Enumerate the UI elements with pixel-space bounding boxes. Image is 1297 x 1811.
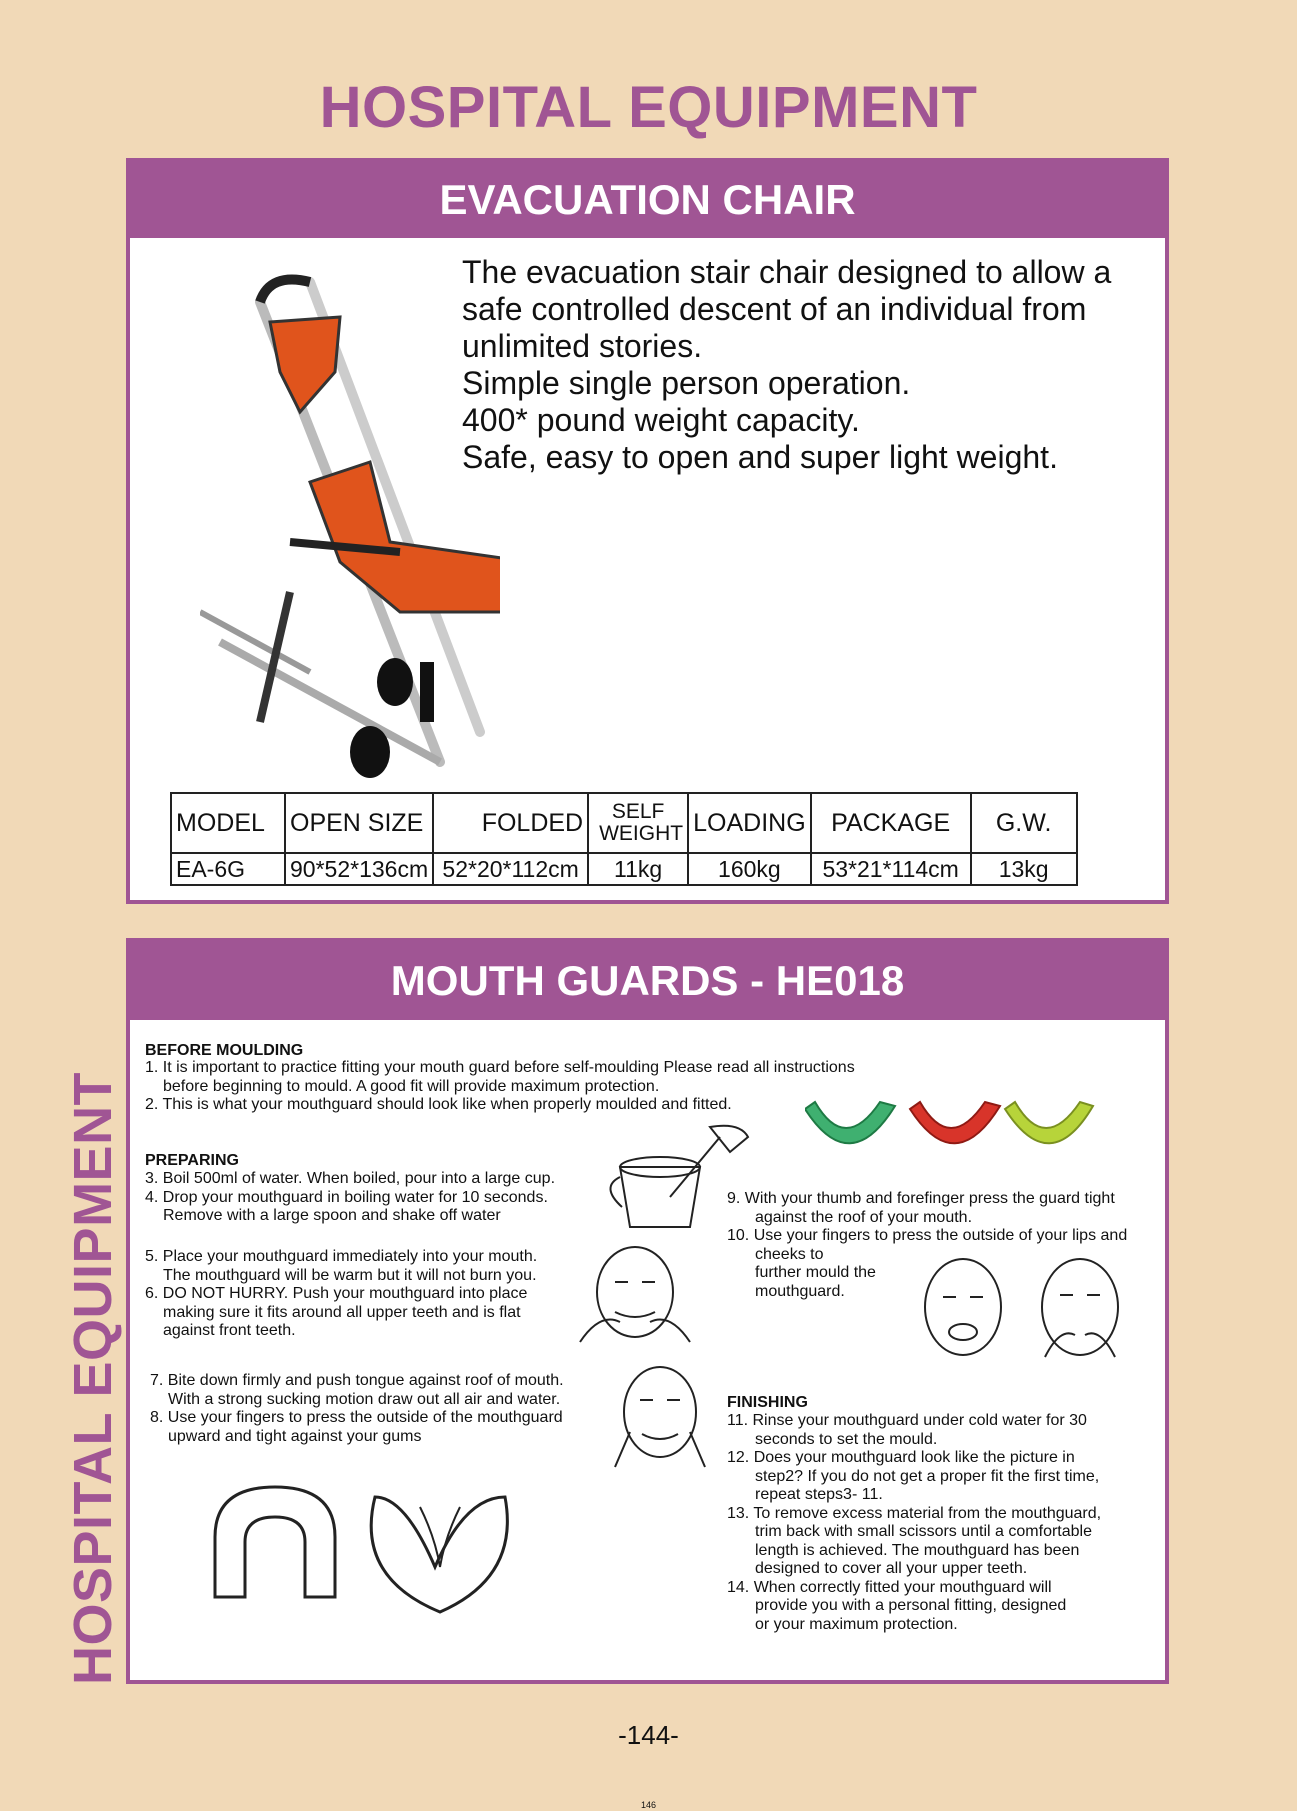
spec-header-loading: LOADING (688, 793, 811, 853)
page-title: HOSPITAL EQUIPMENT (319, 75, 978, 140)
spec-header-package: PACKAGE (811, 793, 971, 853)
spec-table-row (171, 853, 1077, 885)
page-number: -144- (618, 1720, 679, 1750)
spec-cell: EA-6G (171, 853, 285, 885)
text-line: or your maximum protection. (755, 1615, 958, 1633)
text-line: against front teeth. (163, 1322, 296, 1339)
evacuation-chair-panel (126, 158, 1169, 904)
text-line: 1. It is important to practice fitting your mouth guard before self-moulding Please read all instructions (145, 1059, 855, 1076)
face-step10-illustration (1025, 1257, 1135, 1367)
spec-cell: 53*21*114cm (811, 853, 971, 885)
side-label: HOSPITAL EQUIPMENT (63, 1071, 123, 1685)
dental-mould-illustration (205, 1477, 525, 1617)
description-line: 400* pound weight capacity. (462, 402, 860, 438)
text-line: length is achieved. The mouthguard has been (755, 1541, 1080, 1559)
face-step5-illustration (570, 1242, 700, 1352)
spec-cell: 160kg (688, 853, 811, 885)
spec-cell: 90*52*136cm (285, 853, 433, 885)
footer-number: 146 (640, 1800, 657, 1810)
preparing-title: PREPARING (145, 1152, 239, 1169)
preparing-text (145, 1170, 555, 1226)
description-line: safe controlled descent of an individual from (462, 291, 1087, 327)
spec-table (170, 792, 1078, 886)
description-line: Safe, easy to open and super light weight. (462, 439, 1058, 475)
before-moulding-text (145, 1059, 855, 1115)
spec-cell: 11kg (588, 853, 688, 885)
text-line: before beginning to mould. A good fit will provide maximum protection. (163, 1077, 660, 1095)
spec-table-header-row (171, 793, 1077, 853)
text-line: 9. With your thumb and forefinger press the guard tight (727, 1190, 1115, 1207)
text-line: further mould the (755, 1264, 876, 1281)
spec-header-self-weight-text: SELF WEIGHT (599, 800, 684, 845)
spec-header-model: MODEL (171, 793, 285, 853)
mouth-guards-heading: MOUTH GUARDS - HE018 (130, 942, 1165, 1020)
text-line: 3. Boil 500ml of water. When boiled, pour into a large cup. (145, 1170, 556, 1187)
mouth-guards-panel (126, 938, 1169, 1684)
face-step9-illustration (908, 1257, 1018, 1367)
text-line: step2? If you do not get a proper fit the first time, (755, 1467, 1100, 1485)
text-line: seconds to set the mould. (755, 1430, 938, 1448)
evacuation-chair-image (200, 262, 500, 782)
text-line: 7. Bite down firmly and push tongue against roof of mouth. (150, 1372, 564, 1389)
text-line: The mouthguard will be warm but it will not burn you. (163, 1266, 537, 1284)
description-line: unlimited stories. (462, 328, 703, 364)
spec-header-gw: G.W. (971, 793, 1077, 853)
evacuation-chair-description (462, 254, 1162, 476)
text-line: designed to cover all your upper teeth. (755, 1560, 1028, 1577)
spec-header-folded: FOLDED (433, 793, 588, 853)
text-line: 10. Use your fingers to press the outside of your lips and (727, 1227, 1128, 1244)
text-line: mouthguard. (755, 1282, 845, 1300)
text-line: 8. Use your fingers to press the outside of the mouthguard (150, 1409, 563, 1426)
text-line: With a strong sucking motion draw out all air and water. (168, 1390, 561, 1408)
boiling-cup-illustration (590, 1117, 750, 1237)
text-line: 14. When correctly fitted your mouthguard will (727, 1578, 1052, 1596)
text-line: Remove with a large spoon and shake off water (163, 1207, 501, 1224)
spec-header-self-weight (588, 793, 688, 853)
description-line: The evacuation stair chair designed to allow a (462, 254, 1112, 290)
text-line: 13. To remove excess material from the mouthguard, (727, 1504, 1102, 1522)
description-line: Simple single person operation. (462, 365, 911, 401)
steps-5-6-text (145, 1248, 537, 1341)
text-line: 6. DO NOT HURRY. Push your mouthguard into place (145, 1285, 528, 1302)
finishing-text (727, 1412, 1101, 1634)
finishing-title: FINISHING (727, 1394, 808, 1411)
spec-cell: 52*20*112cm (433, 853, 588, 885)
text-line: 2. This is what your mouthguard should look like when properly moulded and fitted. (145, 1096, 732, 1113)
text-line: against the roof of your mouth. (755, 1208, 973, 1226)
text-line: upward and tight against your gums (168, 1427, 422, 1445)
face-step7-illustration (600, 1362, 720, 1472)
before-moulding-title: BEFORE MOULDING (145, 1042, 304, 1059)
text-line: 4. Drop your mouthguard in boiling water for 10 seconds. (145, 1188, 548, 1206)
text-line: cheeks to (755, 1245, 824, 1263)
text-line: provide you with a personal fitting, designed (755, 1597, 1067, 1614)
text-line: 12. Does your mouthguard look like the picture in (727, 1449, 1075, 1466)
text-line: 11. Rinse your mouthguard under cold water for 30 (727, 1412, 1087, 1429)
text-line: making sure it fits around all upper teeth and is flat (163, 1303, 521, 1321)
text-line: trim back with small scissors until a comfortable (755, 1523, 1092, 1540)
spec-header-open-size: OPEN SIZE (285, 793, 433, 853)
text-line: 5. Place your mouthguard immediately into your mouth. (145, 1248, 538, 1265)
spec-cell: 13kg (971, 853, 1077, 885)
text-line: repeat steps3- 11. (755, 1486, 883, 1503)
mouthguard-products-image (805, 1084, 1095, 1156)
evacuation-chair-heading: EVACUATION CHAIR (130, 162, 1165, 238)
steps-7-8-text (150, 1372, 564, 1446)
